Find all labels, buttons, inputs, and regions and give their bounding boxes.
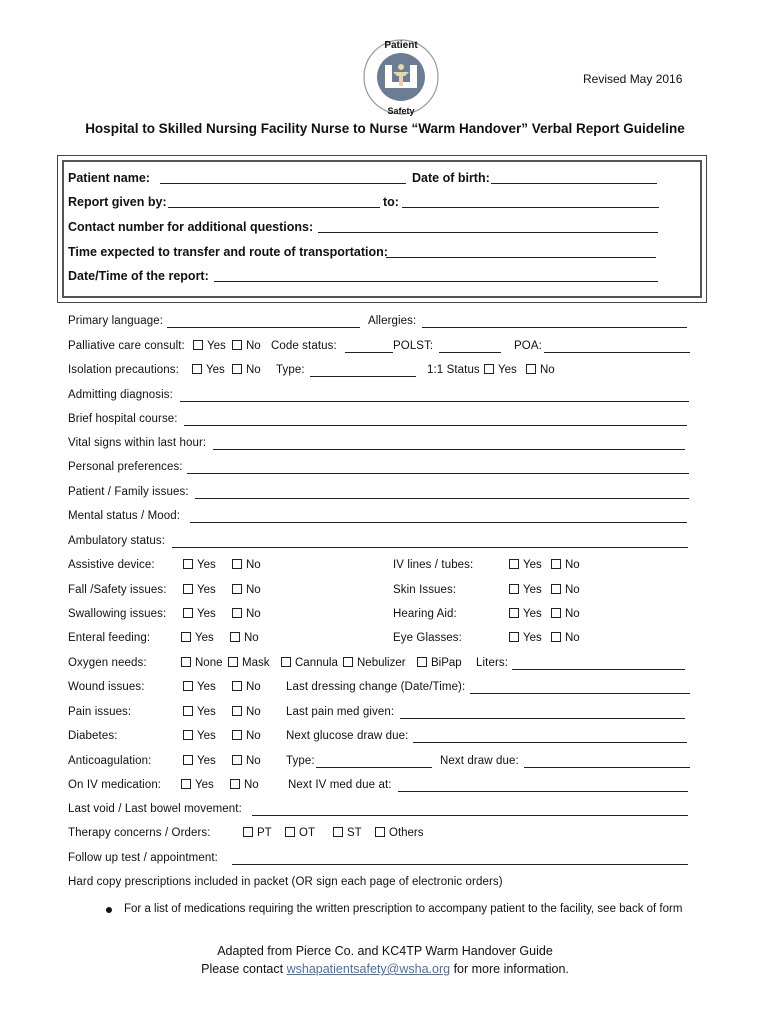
checkbox[interactable] [509, 632, 519, 642]
follow-up-field[interactable] [232, 864, 688, 865]
checkbox[interactable] [526, 364, 536, 374]
checkbox[interactable] [183, 608, 193, 618]
checkbox[interactable] [183, 706, 193, 716]
one-to-one-label: 1:1 Status [427, 364, 480, 376]
isolation-yes[interactable]: Yes [192, 364, 225, 376]
report-given-by-field[interactable] [168, 207, 380, 208]
checkbox[interactable] [192, 364, 202, 374]
fall-safety-label: Fall /Safety issues: [68, 584, 167, 596]
contact-field[interactable] [318, 232, 658, 233]
checkbox[interactable] [232, 584, 242, 594]
checkbox[interactable] [181, 657, 191, 667]
footer-contact-post: for more information. [453, 962, 569, 976]
isolation-label: Isolation precautions: [68, 364, 179, 376]
primary-language-field[interactable] [167, 327, 360, 328]
last-pain-med-field[interactable] [400, 718, 685, 719]
follow-up-label: Follow up test / appointment: [68, 852, 218, 864]
dob-label: Date of birth: [412, 171, 490, 185]
logo-top-text: Patient [384, 40, 418, 51]
allergies-label: Allergies: [368, 315, 417, 327]
swallowing-label: Swallowing issues: [68, 608, 167, 620]
hearing-label: Hearing Aid: [393, 608, 457, 620]
assistive-no[interactable]: No [232, 559, 261, 571]
on-iv-med-yes[interactable]: Yes [181, 779, 214, 791]
skin-yes[interactable]: Yes [509, 584, 542, 596]
next-draw-field[interactable] [524, 767, 690, 768]
checkbox[interactable] [230, 632, 240, 642]
swallowing-yes[interactable]: Yes [183, 608, 216, 620]
therapy-others[interactable]: Others [375, 827, 424, 839]
date-time-report-field[interactable] [214, 281, 658, 282]
last-dressing-label: Last dressing change (Date/Time): [286, 681, 466, 693]
therapy-pt[interactable]: PT [243, 827, 272, 839]
checkbox[interactable] [285, 827, 295, 837]
checkbox[interactable] [232, 681, 242, 691]
therapy-ot[interactable]: OT [285, 827, 315, 839]
admitting-diagnosis-field[interactable] [180, 401, 689, 402]
on-iv-med-no[interactable]: No [230, 779, 259, 791]
checkbox[interactable] [509, 559, 519, 569]
hearing-yes[interactable]: Yes [509, 608, 542, 620]
palliative-label: Palliative care consult: [68, 340, 185, 352]
to-label: to: [383, 195, 399, 209]
pain-no[interactable]: No [232, 706, 261, 718]
checkbox[interactable] [183, 584, 193, 594]
checkbox[interactable] [551, 632, 561, 642]
anticoag-type-field[interactable] [316, 767, 432, 768]
checkbox[interactable] [183, 755, 193, 765]
palliative-no[interactable]: No [232, 340, 261, 352]
next-iv-med-field[interactable] [398, 791, 688, 792]
eye-glasses-label: Eye Glasses: [393, 632, 462, 644]
checkbox[interactable] [183, 681, 193, 691]
polst-label: POLST: [393, 340, 434, 352]
report-given-by-label: Report given by: [68, 195, 167, 209]
patient-safety-logo [360, 36, 442, 118]
wound-label: Wound issues: [68, 681, 145, 693]
checkbox[interactable] [551, 584, 561, 594]
patient-name-label: Patient name: [68, 171, 150, 185]
patient-name-field[interactable] [160, 183, 406, 184]
one-to-one-yes[interactable]: Yes [484, 364, 517, 376]
swallowing-no[interactable]: No [232, 608, 261, 620]
fall-safety-no[interactable]: No [232, 584, 261, 596]
oxygen-cannula[interactable]: Cannula [281, 657, 338, 669]
time-transfer-field[interactable] [386, 257, 656, 258]
last-void-field[interactable] [252, 815, 688, 816]
anticoag-yes[interactable]: Yes [183, 755, 216, 767]
footer-adapted: Adapted from Pierce Co. and KC4TP Warm Handover Guide [217, 944, 553, 958]
checkbox[interactable] [232, 559, 242, 569]
checkbox[interactable] [375, 827, 385, 837]
page-title: Hospital to Skilled Nursing Facility Nurse to Nurse “Warm Handover” Verbal Report Guideline [85, 121, 685, 136]
iv-lines-yes[interactable]: Yes [509, 559, 542, 571]
fall-safety-yes[interactable]: Yes [183, 584, 216, 596]
isolation-no[interactable]: No [232, 364, 261, 376]
footer-contact [0, 962, 770, 976]
eye-glasses-yes[interactable]: Yes [509, 632, 542, 644]
pain-yes[interactable]: Yes [183, 706, 216, 718]
wound-no[interactable]: No [232, 681, 261, 693]
logo-bottom-text: Safety [387, 106, 415, 116]
vital-signs-label: Vital signs within last hour: [68, 437, 207, 449]
checkbox[interactable] [193, 340, 203, 350]
family-issues-field[interactable] [195, 498, 689, 499]
oxygen-mask[interactable]: Mask [228, 657, 269, 669]
checkbox[interactable] [232, 608, 242, 618]
oxygen-bipap[interactable]: BiPap [417, 657, 462, 669]
checkbox[interactable] [509, 608, 519, 618]
enteral-no[interactable]: No [230, 632, 259, 644]
checkbox[interactable] [343, 657, 353, 667]
diabetes-label: Diabetes: [68, 730, 118, 742]
checkbox[interactable] [333, 827, 343, 837]
checkbox[interactable] [484, 364, 494, 374]
oxygen-nebulizer[interactable]: Nebulizer [343, 657, 406, 669]
on-iv-med-label: On IV medication: [68, 779, 162, 791]
contact-label: Contact number for additional questions: [68, 220, 314, 234]
checkbox[interactable] [232, 340, 242, 350]
skin-label: Skin Issues: [393, 584, 457, 596]
revised-date: Revised May 2016 [583, 72, 683, 86]
checkbox[interactable] [281, 657, 291, 667]
isolation-type-field[interactable] [310, 376, 416, 377]
bullet-text: For a list of medications requiring the written prescription to accompany patient to the facility, see back of form [124, 903, 683, 915]
diabetes-yes[interactable]: Yes [183, 730, 216, 742]
checkbox[interactable] [551, 608, 561, 618]
assistive-label: Assistive device: [68, 559, 155, 571]
last-dressing-field[interactable] [470, 693, 690, 694]
hearing-no[interactable]: No [551, 608, 580, 620]
enteral-label: Enteral feeding: [68, 632, 151, 644]
iv-lines-no[interactable]: No [551, 559, 580, 571]
skin-no[interactable]: No [551, 584, 580, 596]
checkbox[interactable] [181, 632, 191, 642]
last-pain-med-label: Last pain med given: [286, 706, 395, 718]
bullet-icon [106, 907, 112, 913]
liters-label: Liters: [476, 657, 509, 669]
dob-field[interactable] [491, 183, 657, 184]
checkbox[interactable] [509, 584, 519, 594]
next-iv-med-label: Next IV med due at: [288, 779, 392, 791]
checkbox[interactable] [232, 730, 242, 740]
one-to-one-no[interactable]: No [526, 364, 555, 376]
mental-status-field[interactable] [190, 522, 687, 523]
polst-field[interactable] [439, 352, 501, 353]
oxygen-label: Oxygen needs: [68, 657, 147, 669]
therapy-label: Therapy concerns / Orders: [68, 827, 211, 839]
wound-yes[interactable]: Yes [183, 681, 216, 693]
assistive-yes[interactable]: Yes [183, 559, 216, 571]
enteral-yes[interactable]: Yes [181, 632, 214, 644]
allergies-field[interactable] [422, 327, 687, 328]
checkbox[interactable] [228, 657, 238, 667]
anticoag-label: Anticoagulation: [68, 755, 152, 767]
checkbox[interactable] [232, 755, 242, 765]
iv-lines-label: IV lines / tubes: [393, 559, 474, 571]
code-status-field[interactable] [345, 352, 393, 353]
anticoag-type-label: Type: [286, 755, 315, 767]
next-draw-label: Next draw due: [440, 755, 519, 767]
isolation-type-label: Type: [276, 364, 305, 376]
checkbox[interactable] [181, 779, 191, 789]
liters-field[interactable] [512, 669, 685, 670]
checkbox[interactable] [183, 730, 193, 740]
footer-email-link[interactable]: wshapatientsafety@wsha.org [286, 962, 451, 976]
anticoag-no[interactable]: No [232, 755, 261, 767]
vital-signs-field[interactable] [213, 449, 685, 450]
code-status-label: Code status: [271, 340, 337, 352]
checkbox[interactable] [230, 779, 240, 789]
poa-field[interactable] [544, 352, 690, 353]
checkbox[interactable] [243, 827, 253, 837]
time-transfer-label: Time expected to transfer and route of transportation: [68, 245, 388, 259]
therapy-st[interactable]: ST [333, 827, 362, 839]
brief-course-label: Brief hospital course: [68, 413, 178, 425]
hard-copy-label: Hard copy prescriptions included in packet (OR sign each page of electronic orders) [68, 876, 503, 888]
checkbox[interactable] [232, 706, 242, 716]
next-glucose-label: Next glucose draw due: [286, 730, 409, 742]
checkbox[interactable] [551, 559, 561, 569]
next-glucose-field[interactable] [413, 742, 687, 743]
oxygen-none[interactable]: None [181, 657, 223, 669]
diabetes-no[interactable]: No [232, 730, 261, 742]
ambulatory-field[interactable] [172, 547, 688, 548]
to-field[interactable] [402, 207, 659, 208]
checkbox[interactable] [417, 657, 427, 667]
eye-glasses-no[interactable]: No [551, 632, 580, 644]
personal-prefs-label: Personal preferences: [68, 461, 183, 473]
mental-status-label: Mental status / Mood: [68, 510, 181, 522]
primary-language-label: Primary language: [68, 315, 164, 327]
date-time-report-label: Date/Time of the report: [68, 269, 209, 283]
footer-contact-pre: Please contact [201, 962, 284, 976]
pain-label: Pain issues: [68, 706, 132, 718]
ambulatory-label: Ambulatory status: [68, 535, 166, 547]
checkbox[interactable] [183, 559, 193, 569]
last-void-label: Last void / Last bowel movement: [68, 803, 242, 815]
checkbox[interactable] [232, 364, 242, 374]
admitting-diagnosis-label: Admitting diagnosis: [68, 389, 173, 401]
family-issues-label: Patient / Family issues: [68, 486, 189, 498]
brief-course-field[interactable] [184, 425, 687, 426]
personal-prefs-field[interactable] [187, 473, 689, 474]
palliative-yes[interactable]: Yes [193, 340, 226, 352]
poa-label: POA: [514, 340, 542, 352]
